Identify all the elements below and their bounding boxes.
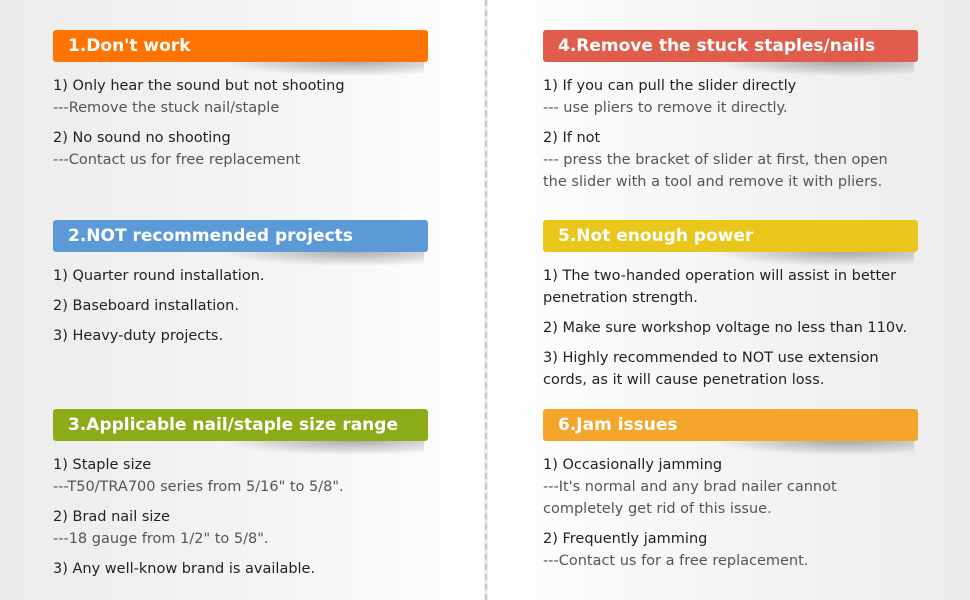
item-text: 1) The two-handed operation will assist in better penetration strength. xyxy=(543,268,897,306)
list-item xyxy=(543,454,918,520)
section-title-banner: 2.NOT recommended projects xyxy=(53,220,428,252)
item-text: 1) Staple size xyxy=(53,457,152,473)
item-subtext: ---18 gauge from 1/2" to 5/8". xyxy=(53,531,269,547)
list-item xyxy=(543,317,918,339)
item-subtext: ---It's normal and any brad nailer cannot completely get rid of this issue. xyxy=(543,479,837,517)
item-subtext: ---Contact us for a free replacement. xyxy=(543,553,809,569)
item-text: 2) If not xyxy=(543,130,601,146)
item-text: 3) Heavy-duty projects. xyxy=(53,328,224,344)
list-item xyxy=(53,558,428,580)
list-item xyxy=(53,295,428,317)
section-power xyxy=(543,220,918,391)
section-size-range xyxy=(53,409,428,580)
item-text: 3) Any well-know brand is available. xyxy=(53,561,316,577)
list-item xyxy=(53,325,428,347)
item-text: 2) Brad nail size xyxy=(53,509,170,525)
section-title-banner: 1.Don't work xyxy=(53,30,428,62)
item-subtext: --- press the bracket of slider at first, then open the slider with a tool and remove it with pliers. xyxy=(543,152,888,190)
item-text: 3) Highly recommended to NOT use extension cords, as it will cause penetration loss. xyxy=(543,350,879,388)
center-divider xyxy=(485,0,487,600)
section-remove-stuck xyxy=(543,30,918,193)
item-subtext: ---Remove the stuck nail/staple xyxy=(53,100,280,116)
item-subtext: ---T50/TRA700 series from 5/16" to 5/8". xyxy=(53,479,344,495)
section-not-recommended xyxy=(53,220,428,347)
section-title-banner: 3.Applicable nail/staple size range xyxy=(53,409,428,441)
item-text: 2) Frequently jamming xyxy=(543,531,708,547)
item-text: 2) Make sure workshop voltage no less than 110v. xyxy=(543,320,908,336)
section-title-banner: 4.Remove the stuck staples/nails xyxy=(543,30,918,62)
item-text: 1) Quarter round installation. xyxy=(53,268,265,284)
item-text: 2) Baseboard installation. xyxy=(53,298,239,314)
item-subtext: --- use pliers to remove it directly. xyxy=(543,100,788,116)
list-item xyxy=(53,454,428,498)
list-item xyxy=(543,75,918,119)
item-text: 1) Occasionally jamming xyxy=(543,457,723,473)
list-item xyxy=(543,127,918,193)
section-jam-issues xyxy=(543,409,918,572)
list-item xyxy=(543,347,918,391)
list-item xyxy=(543,528,918,572)
list-item xyxy=(53,506,428,550)
item-text: 2) No sound no shooting xyxy=(53,130,231,146)
item-text: 1) If you can pull the slider directly xyxy=(543,78,797,94)
item-subtext: ---Contact us for free replacement xyxy=(53,152,301,168)
list-item xyxy=(543,265,918,309)
list-item xyxy=(53,127,428,171)
list-item xyxy=(53,75,428,119)
section-dont-work xyxy=(53,30,428,171)
section-title-banner: 6.Jam issues xyxy=(543,409,918,441)
list-item xyxy=(53,265,428,287)
item-text: 1) Only hear the sound but not shooting xyxy=(53,78,345,94)
section-title-banner: 5.Not enough power xyxy=(543,220,918,252)
